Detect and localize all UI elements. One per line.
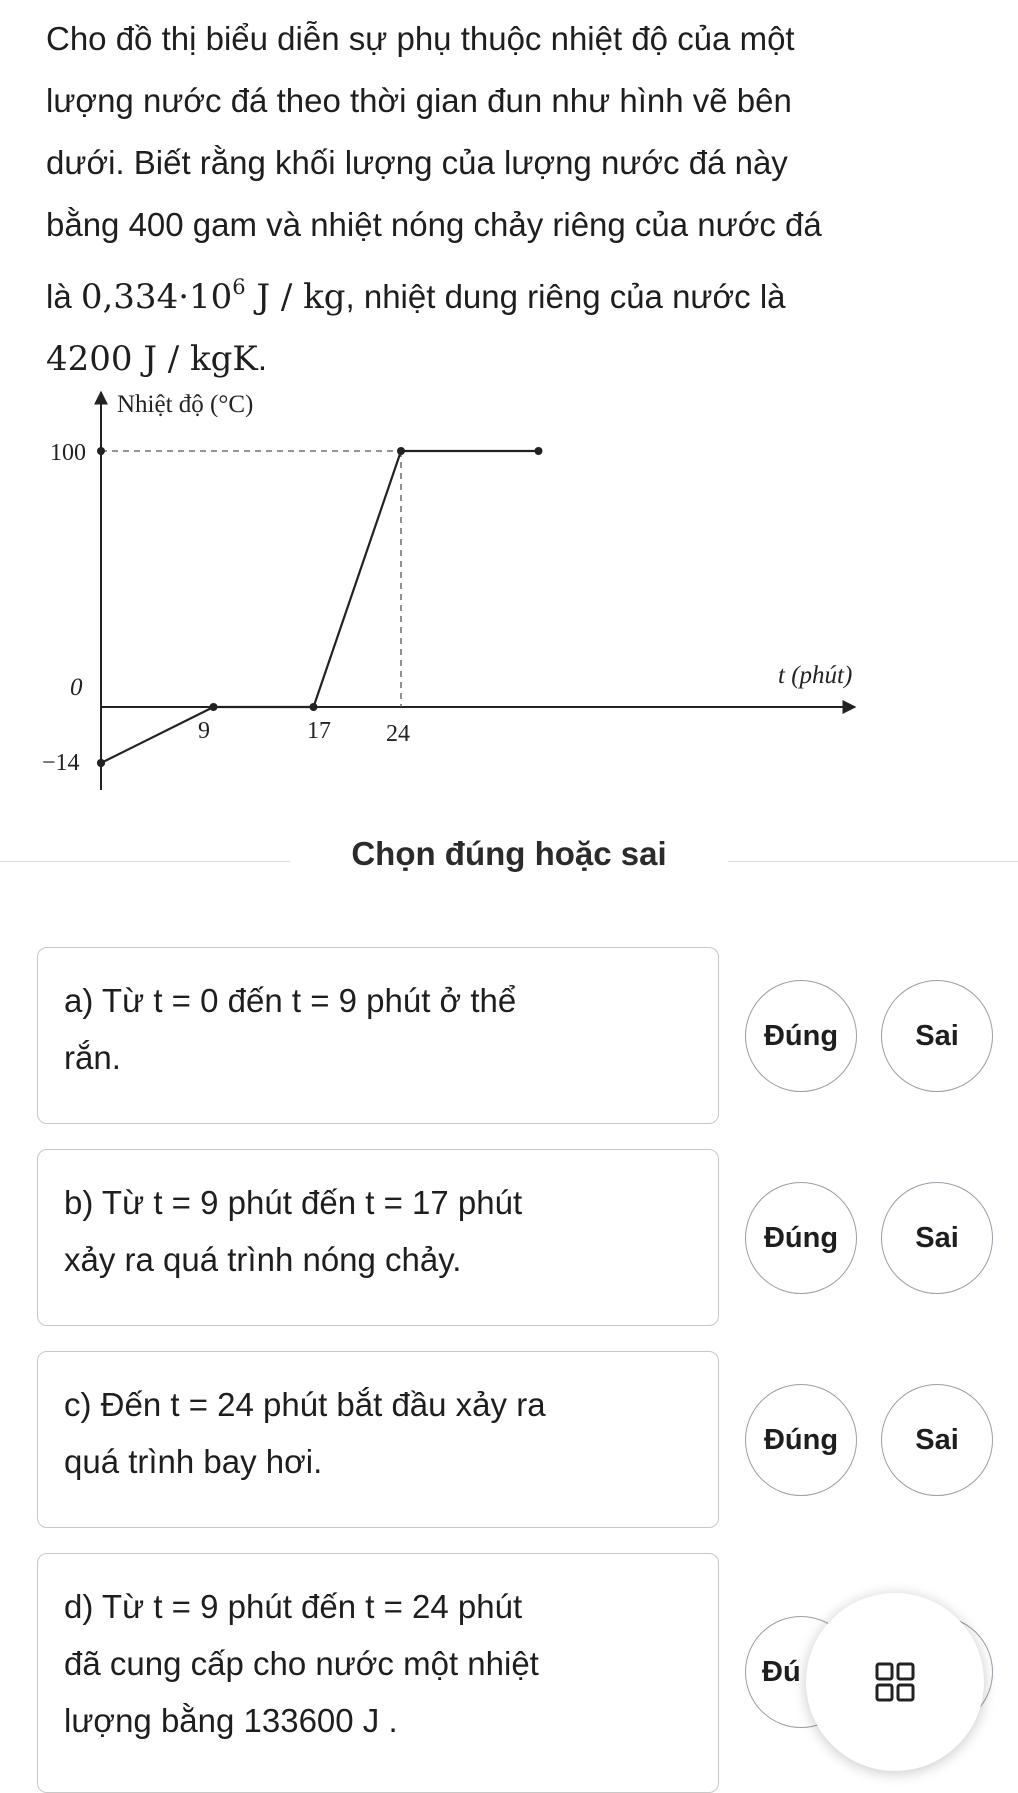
statement-line: a) Từ t = 0 đến t = 9 phút ở thể [64, 982, 517, 1019]
x-tick-label: 9 [198, 718, 210, 744]
question-line [46, 256, 986, 328]
statement-text [64, 1376, 664, 1490]
latent-heat-unit: J / kg [245, 277, 346, 317]
statement-line: lượng bằng 133600 J . [64, 1702, 398, 1739]
x-tick-label: 24 [386, 721, 410, 747]
question-text-end: . [257, 340, 267, 377]
statement-text [64, 1174, 664, 1288]
statement-line: rắn. [64, 1039, 121, 1076]
statement-line: d) Từ t = 9 phút đến t = 24 phút [64, 1588, 523, 1625]
question-line: bằng 400 gam và nhiệt nóng chảy riêng của nước đá [46, 206, 822, 243]
y-tick-dot [97, 759, 105, 767]
question-line: dưới. Biết rằng khối lượng của lượng nước đá này [46, 144, 788, 181]
section-title-wrap [0, 835, 1018, 873]
x-axis-label: t (phút) [778, 662, 853, 689]
statement-line: b) Từ t = 9 phút đến t = 17 phút [64, 1184, 523, 1221]
data-point [397, 447, 405, 455]
false-button-a[interactable]: Sai [881, 980, 993, 1092]
temperature-series-line [101, 451, 539, 763]
data-point [210, 703, 218, 711]
y-tick-label: 0 [70, 674, 83, 701]
x-tick-label: 17 [307, 718, 331, 744]
temperature-time-graph [0, 380, 1018, 800]
statement-line: c) Đến t = 24 phút bắt đầu xảy ra [64, 1386, 546, 1423]
specific-heat-value: 4200 J / kgK [46, 339, 258, 379]
data-point [535, 447, 543, 455]
latent-heat-exponent: 6 [232, 275, 246, 299]
statement-card-b [37, 1149, 719, 1326]
question-line: lượng nước đá theo thời gian đun như hình vẽ bên [46, 82, 792, 119]
latent-heat-mantissa: 0,334·10 [80, 277, 233, 317]
question-text-prefix: là [46, 278, 72, 315]
y-tick-label: 100 [50, 440, 86, 466]
y-axis-label: Nhiệt độ (°C) [117, 391, 254, 418]
statement-card-a [37, 947, 719, 1124]
y-tick-label: −14 [42, 750, 80, 776]
section-divider [0, 835, 1018, 879]
question-line: Cho đồ thị biểu diễn sự phụ thuộc nhiệt độ của một [46, 20, 795, 57]
question-text [46, 8, 986, 390]
statement-line: đã cung cấp cho nước một nhiệt [64, 1645, 539, 1682]
menu-fab-button[interactable] [806, 1593, 984, 1771]
true-button-a[interactable]: Đúng [745, 980, 857, 1092]
true-button-c[interactable]: Đúng [745, 1384, 857, 1496]
true-button-b[interactable]: Đúng [745, 1182, 857, 1294]
true-button-d[interactable]: Đú [745, 1616, 857, 1728]
y-tick-dot [97, 447, 105, 455]
statement-line: quá trình bay hơi. [64, 1443, 323, 1480]
section-title: Chọn đúng hoặc sai [315, 835, 702, 872]
statement-text [64, 1578, 664, 1749]
false-button-b[interactable]: Sai [881, 1182, 993, 1294]
grid-icon [875, 1662, 915, 1702]
statement-card-c [37, 1351, 719, 1528]
statement-line: xảy ra quá trình nóng chảy. [64, 1241, 462, 1278]
false-button-c[interactable]: Sai [881, 1384, 993, 1496]
data-point [310, 703, 318, 711]
latent-heat-value [81, 277, 346, 317]
statement-text [64, 972, 664, 1086]
question-text-suffix: , nhiệt dung riêng của nước là [345, 278, 786, 315]
statement-card-d [37, 1553, 719, 1793]
